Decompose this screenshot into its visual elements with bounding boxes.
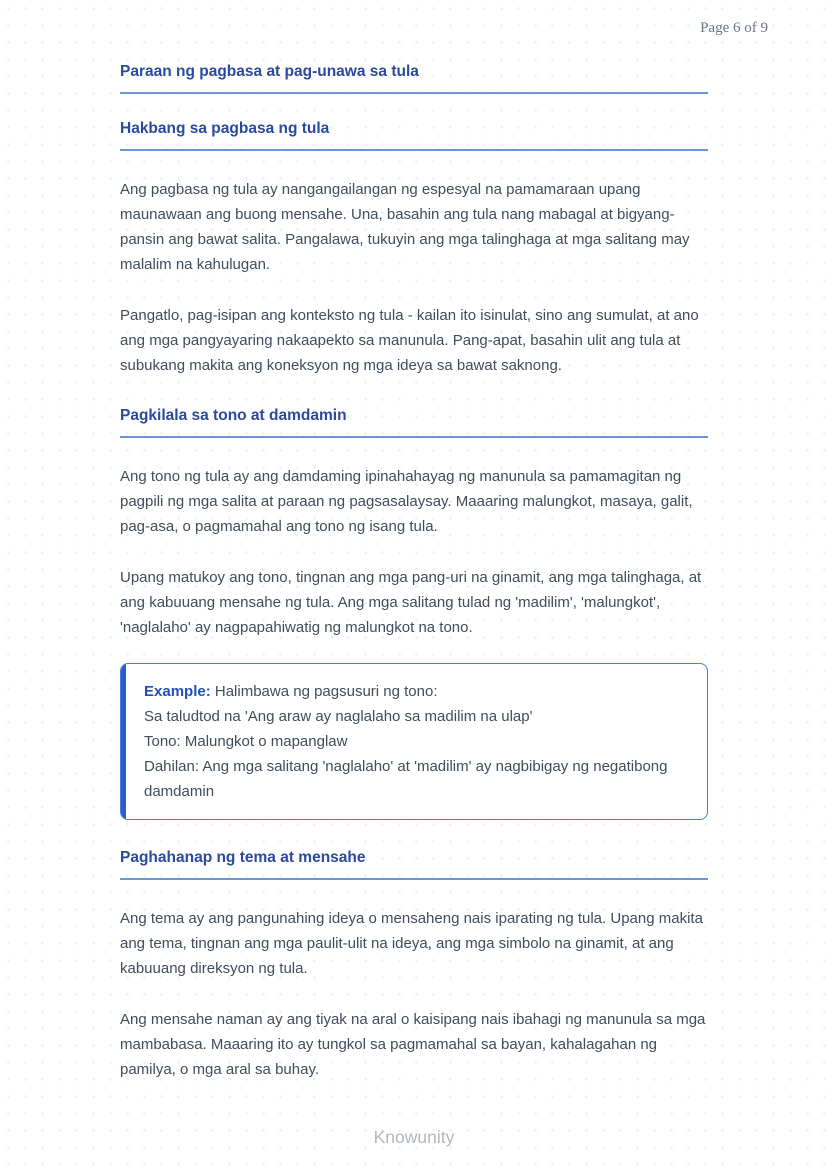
example-box-intro-line bbox=[144, 679, 685, 704]
paragraph-steps-2: Pangatlo, pag-isipan ang konteksto ng tula - kailan ito isinulat, sino ang sumulat, at ano ang mga pangyayaring nakaapekto sa manunula. Pang-apat, basahin ulit ang tula at subukang makita ang koneksyon ng mga ideya sa bawat saknong. bbox=[120, 307, 699, 374]
section-heading-tema: Paghahanap ng tema at mensahe bbox=[120, 848, 708, 880]
paragraph-theme-2: Ang mensahe naman ay ang tiyak na aral o kaisipang nais ibahagi ng manunula sa mga mambabasa. Maaaring ito ay tungkol sa pagmamahal sa bayan, kahalagahan ng pamilya, o mga aral sa buhay. bbox=[120, 1011, 706, 1078]
paragraph-steps-1: Ang pagbasa ng tula ay nangangailangan ng espesyal na pamamaraan upang maunawaan ang buong mensahe. Una, basahin ang tula nang mabagal at bigyang-pansin ang bawat salita. Pangalawa, tukuyin ang mga talinghaga at mga salitang may malalim na kahulugan. bbox=[120, 181, 690, 273]
paragraph-tone-2: Upang matukoy ang tono, tingnan ang mga pang-uri na ginamit, ang mga talinghaga, at ang kabuuang mensahe ng tula. Ang mga salitang tulad ng 'madilim', 'malungkot', 'naglalaho' ay nagpapahiwatig ng malungkot na tono. bbox=[120, 569, 702, 636]
example-verse-line: Sa taludtod na 'Ang araw ay naglalaho sa madilim na ulap' bbox=[144, 708, 533, 725]
paragraph-theme-1: Ang tema ay ang pangunahing ideya o mensaheng nais iparating ng tula. Upang makita ang tema, tingnan ang mga paulit-ulit na ideya, ang mga simbolo na ginamit, at ang kabuuang direksyon ng tula. bbox=[120, 910, 703, 977]
footer-brand: Knowunity bbox=[373, 1127, 455, 1147]
section-heading-paraan: Paraan ng pagbasa at pag-unawa sa tula bbox=[120, 62, 708, 94]
example-label: Example: bbox=[144, 683, 211, 700]
page-number: Page 6 of 9 bbox=[700, 20, 768, 36]
example-reason-line: Dahilan: Ang mga salitang 'naglalaho' at 'madilim' ay nagbibigay ng negatibong damdamin bbox=[144, 758, 668, 800]
section-heading-tono: Pagkilala sa tono at damdamin bbox=[120, 406, 708, 438]
paragraph-tone-1: Ang tono ng tula ay ang damdaming ipinahahayag ng manunula sa pamamagitan ng pagpili ng mga salita at paraan ng pagsasalaysay. Maaaring malungkot, masaya, galit, pag-asa, o pagmamahal ang tono ng isang tula. bbox=[120, 468, 693, 535]
section-heading-hakbang: Hakbang sa pagbasa ng tula bbox=[120, 119, 708, 151]
example-intro-text: Halimbawa ng pagsusuri ng tono: bbox=[210, 683, 438, 700]
example-tone-line: Tono: Malungkot o mapanglaw bbox=[144, 733, 348, 750]
document-content bbox=[120, 62, 708, 1082]
example-box bbox=[120, 663, 708, 820]
example-box-accent-bar bbox=[121, 664, 126, 819]
